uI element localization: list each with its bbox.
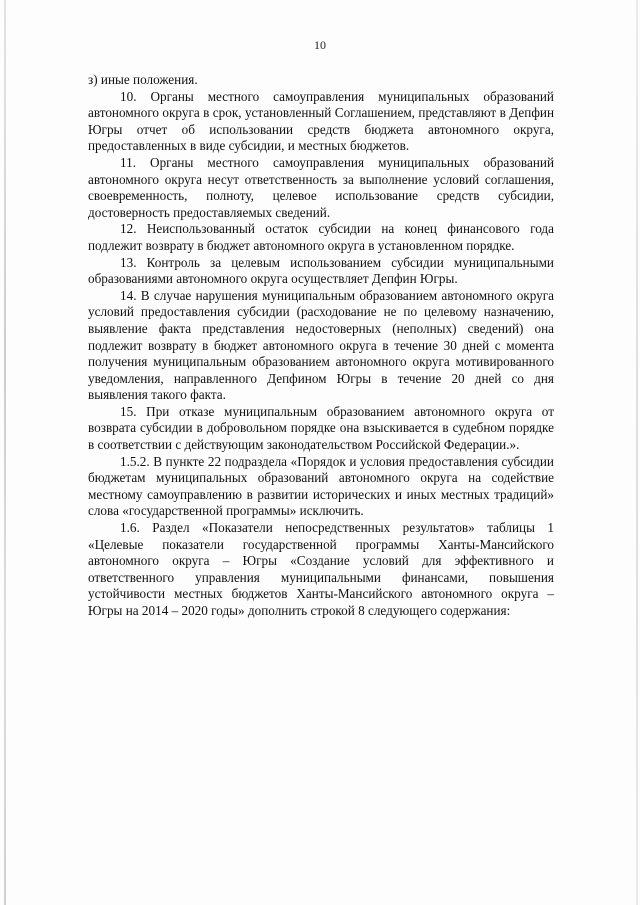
paragraph-10: 10. Органы местного самоуправления муниципальных образований автономного округа в срок, установленный Соглашением, представляют в Депфин Югры отчет об использовании средств бюджета автономного округа, предоставленных в виде субсидии, и местных бюджетов. bbox=[88, 88, 554, 154]
paragraph-11: 11. Органы местного самоуправления муниципальных образований автономного округа несут ответственность за выполнение условий соглашения, своевременность, полноту, целевое использование средств субсидии, достоверность предоставляемых сведений. bbox=[88, 154, 554, 220]
page-number: 10 bbox=[314, 38, 326, 52]
paragraph-13: 13. Контроль за целевым использованием субсидии муниципальными образованиями автономного округа осуществляет Депфин Югры. bbox=[88, 254, 554, 287]
paragraph-15: 15. При отказе муниципальным образованием автономного округа от возврата субсидии в добровольном порядке она взыскивается в судебном порядке в соответствии с действующим законодательством Российской Федерации.». bbox=[88, 403, 554, 453]
paragraph-14: 14. В случае нарушения муниципальным образованием автономного округа условий предоставления субсидии (расходование не по целевому назначению, выявление факта представления недостоверных (неполных) сведений) она подлежит возврату в бюджет автономного округа в течение 30 дней с момента получения муниципальным образованием автономного округа мотивированного уведомления, направленного Депфином Югры в течение 20 дней со дня выявления такого факта. bbox=[88, 287, 554, 403]
paragraph-item-z: з) иные положения. bbox=[88, 72, 198, 87]
paragraph-1-5-2: 1.5.2. В пункте 22 подраздела «Порядок и условия предоставления субсидии бюджетам муниципальных образований автономного округа на содействие местному самоуправлению в развитии исторических и иных местных традиций» слова «государственной программы» исключить. bbox=[88, 453, 554, 519]
document-body bbox=[88, 72, 554, 620]
scan-edge-left bbox=[4, 0, 6, 905]
paragraph-1-6: 1.6. Раздел «Показатели непосредственных результатов» таблицы 1 «Целевые показатели государственной программы Ханты-Мансийского автономного округа – Югры «Создание условий для эффективного и ответственного управления муниципальными финансами, повышения устойчивости местных бюджетов Ханты-Мансийского автономного округа – Югры на 2014 – 2020 годы» дополнить строкой 8 следующего содержания: bbox=[88, 520, 554, 618]
paragraph-12: 12. Неиспользованный остаток субсидии на конец финансового года подлежит возврату в бюджет автономного округа в установленном порядке. bbox=[88, 221, 554, 253]
scan-edge-right bbox=[636, 0, 638, 905]
